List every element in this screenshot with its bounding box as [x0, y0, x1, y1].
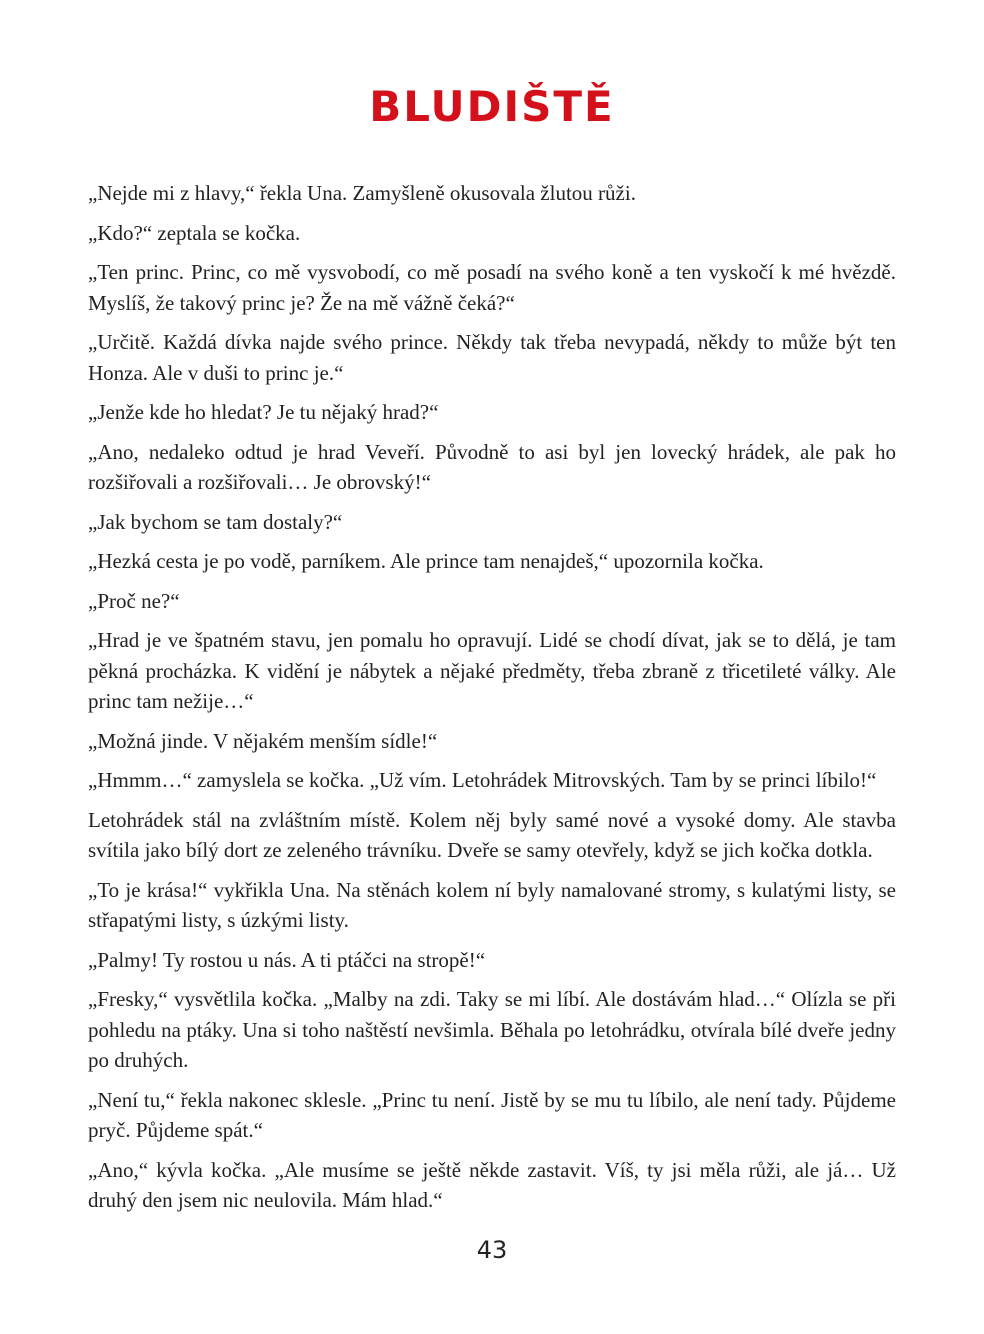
paragraph: „Hrad je ve špatném stavu, jen pomalu ho opravují. Lidé se chodí dívat, jak se to dělá, je tam pěkná procházka. K vidění je nábytek a nějaké předměty, třeba zbraně z třicetileté války. Ale princ tam nežije…“: [88, 628, 896, 713]
page-title: BLUDIŠTĚ: [369, 82, 615, 131]
paragraph: Letohrádek stál na zvláštním místě. Kolem něj byly samé nové a vysoké domy. Ale stavba svítila jako bílý dort ze zeleného trávníku. Dveře se samy otevřely, když se jich kočka dotkla.: [88, 807, 896, 862]
paragraph: „Kdo?“ zeptala se kočka.: [88, 220, 301, 245]
paragraph: „Nejde mi z hlavy,“ řekla Una. Zamyšleně okusovala žlutou růži.: [88, 181, 636, 205]
paragraph: „Palmy! Ty rostou u nás. A ti ptáčci na stropě!“: [88, 947, 486, 972]
paragraph: „Možná jinde. V nějakém menším sídle!“: [88, 728, 438, 753]
paragraph: „Ten princ. Princ, co mě vysvobodí, co mě posadí na svého koně a ten vyskočí k mé hvězdě. Myslíš, že takový princ je? Že na mě vážně čeká?“: [88, 260, 896, 315]
story-text: [88, 178, 896, 1225]
paragraph: „Hezká cesta je po vodě, parníkem. Ale prince tam nenajdeš,“ upozornila kočka.: [88, 549, 764, 573]
paragraph: „Jenže kde ho hledat? Je tu nějaký hrad?“: [88, 400, 439, 424]
paragraph: „Fresky,“ vysvětlila kočka. „Malby na zdi. Taky se mi líbí. Ale dostávám hlad…“ Olízla se při pohledu na ptáky. Una si toho naštěstí nevšimla. Běhala po letohrádku, otvírala bílé dveře jedny po druhých.: [88, 987, 896, 1072]
paragraph: „Jak bychom se tam dostaly?“: [88, 509, 343, 534]
page-number: 43: [476, 1236, 508, 1264]
paragraph: „Ano,“ kývla kočka. „Ale musíme se ještě někde zastavit. Víš, ty jsi měla růži, ale já… Už druhý den jsem nic neulovila. Mám hlad.“: [88, 1157, 896, 1212]
paragraph: „Proč ne?“: [88, 588, 180, 613]
paragraph: „Hmmm…“ zamyslela se kočka. „Už vím. Letohrádek Mitrovských. Tam by se princi líbilo!“: [88, 768, 877, 792]
paragraph: „Není tu,“ řekla nakonec sklesle. „Princ tu není. Jistě by se mu tu líbilo, ale není tady. Půjdeme pryč. Půjdeme spát.“: [88, 1087, 896, 1142]
paragraph: „Ano, nedaleko odtud je hrad Veveří. Původně to asi byl jen lovecký hrádek, ale pak ho rozšiřovali a rozšiřovali… Je obrovský!“: [88, 439, 896, 494]
paragraph: „Určitě. Každá dívka najde svého prince. Někdy tak třeba nevypadá, někdy to může být ten Honza. Ale v duši to princ je.“: [88, 330, 896, 385]
paragraph: „To je krása!“ vykřikla Una. Na stěnách kolem ní byly namalované stromy, s kulatými listy, se střapatými listy, s úzkými listy.: [88, 877, 896, 932]
